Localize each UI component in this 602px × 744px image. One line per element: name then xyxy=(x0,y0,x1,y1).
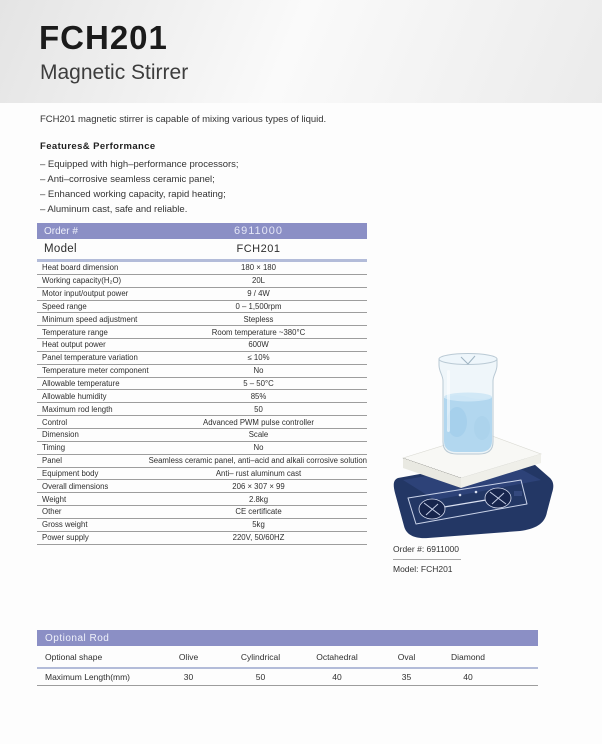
spec-value: 85% xyxy=(250,391,267,401)
table-row xyxy=(37,480,367,493)
table-row xyxy=(37,429,367,442)
spec-label: Other xyxy=(42,507,62,517)
spec-label: Control xyxy=(42,417,68,427)
spec-value: 50 xyxy=(254,404,263,414)
table-row xyxy=(37,403,367,416)
spec-value: 5 – 50°C xyxy=(243,379,274,389)
length-octahedral: 40 xyxy=(332,672,342,682)
spec-value: Stepless xyxy=(243,314,274,324)
spec-value: 20L xyxy=(251,276,265,286)
features-heading: Features& Performance xyxy=(40,141,156,152)
liquid-surface xyxy=(444,393,492,402)
features-list xyxy=(40,157,239,217)
spec-label: Minimum speed adjustment xyxy=(42,314,138,324)
spec-label: Gross weight xyxy=(42,520,88,530)
model-label: Model xyxy=(44,243,77,255)
spec-value: 2.8kg xyxy=(248,494,269,504)
spec-value: 5kg xyxy=(252,520,265,530)
spec-label: Working capacity(H₂O) xyxy=(42,276,122,286)
spec-value: 220V, 50/60HZ xyxy=(232,533,285,543)
spec-value: ≤ 10% xyxy=(247,353,270,363)
table-row xyxy=(37,416,367,429)
spec-rows xyxy=(37,262,367,545)
shape-octahedral: Octahedral xyxy=(316,651,358,662)
spec-label: Temperature range xyxy=(42,327,108,337)
length-cylindrical: 50 xyxy=(255,672,266,682)
model-row xyxy=(37,239,367,262)
feature-item: – Equipped with high–performance processors; xyxy=(40,159,239,170)
table-row xyxy=(37,313,367,326)
feature-item: – Aluminum cast, safe and reliable. xyxy=(40,204,188,215)
glass-highlight xyxy=(447,370,450,432)
spec-value: 206 × 307 × 99 xyxy=(232,481,285,491)
spec-label: Speed range xyxy=(42,301,87,311)
spec-value: CE certificate xyxy=(235,507,282,517)
table-row xyxy=(37,326,367,339)
panel-badge xyxy=(514,491,522,496)
model-value: FCH201 xyxy=(236,243,281,255)
table-row xyxy=(37,352,367,365)
table-row xyxy=(37,365,367,378)
spec-label: Dimension xyxy=(42,430,79,440)
table-row xyxy=(37,262,367,275)
table-row xyxy=(37,339,367,352)
optional-rod-header-row xyxy=(37,646,538,669)
length-diamond: 40 xyxy=(463,672,473,682)
spec-value: Seamless ceramic panel, anti–acid and alkali corrosive solution xyxy=(148,456,367,466)
spec-label: Equipment body xyxy=(42,468,99,478)
feature-item: – Anti–corrosive seamless ceramic panel; xyxy=(40,174,215,185)
spec-value: Scale xyxy=(248,430,269,440)
intro-text: FCH201 magnetic stirrer is capable of mixing various types of liquid. xyxy=(40,114,327,125)
optional-rod-heading: Optional Rod xyxy=(37,630,538,646)
caption-divider xyxy=(393,559,461,560)
optional-rod-values-row xyxy=(37,669,538,686)
spec-value: No xyxy=(253,366,264,376)
table-row xyxy=(37,468,367,481)
feature-item: – Enhanced working capacity, rapid heating; xyxy=(40,189,226,200)
spec-value: Room temperature ~380°C xyxy=(211,327,306,337)
spec-label: Temperature meter component xyxy=(42,366,149,376)
spec-value: 9 / 4W xyxy=(247,289,270,299)
table-row xyxy=(37,455,367,468)
spec-label: Maximum rod length xyxy=(42,404,113,414)
caption-order: Order #: 6911000 xyxy=(393,544,459,554)
spec-value: 600W xyxy=(248,340,269,350)
spec-value: Advanced PWM pulse controller xyxy=(203,417,314,427)
spec-value: No xyxy=(253,443,264,453)
table-row xyxy=(37,390,367,403)
spec-label: Power supply xyxy=(42,533,89,543)
table-row xyxy=(37,519,367,532)
table-row xyxy=(37,275,367,288)
spec-value: 0 – 1,500rpm xyxy=(235,301,282,311)
liquid-shade xyxy=(474,416,490,440)
table-row xyxy=(37,378,367,391)
table-row xyxy=(37,493,367,506)
spec-label: Weight xyxy=(42,494,67,504)
product-photo xyxy=(386,346,564,544)
shape-header: Optional shape xyxy=(45,651,103,662)
table-row xyxy=(37,301,367,314)
spec-label: Timing xyxy=(42,443,66,453)
spec-label: Panel xyxy=(42,456,62,466)
order-value: 6911000 xyxy=(233,225,283,237)
magnetic-stirrer-illustration xyxy=(386,346,564,544)
spec-label: Allowable humidity xyxy=(42,391,107,401)
spec-value: 180 × 180 xyxy=(241,263,276,273)
table-row xyxy=(37,532,367,545)
features-section xyxy=(40,141,239,217)
beaker-rim xyxy=(439,354,497,365)
spec-label: Panel temperature variation xyxy=(42,353,138,363)
spec-label: Allowable temperature xyxy=(42,379,120,389)
spec-label: Motor input/output power xyxy=(42,289,129,299)
caption-model: Model: FCH201 xyxy=(393,564,453,574)
spec-label: Heat output power xyxy=(42,340,106,350)
optional-rod-table xyxy=(37,630,538,686)
spec-table xyxy=(37,223,367,545)
shape-diamond: Diamond xyxy=(450,651,486,662)
spec-label: Overall dimensions xyxy=(42,481,109,491)
spec-label: Heat board dimension xyxy=(42,263,119,273)
panel-dot xyxy=(459,494,462,497)
page-subtitle: Magnetic Stirrer xyxy=(40,61,189,84)
spec-order-bar xyxy=(37,223,367,239)
shape-olive: Olive xyxy=(178,651,199,662)
table-row xyxy=(37,288,367,301)
length-label: Maximum Length(mm) xyxy=(45,672,131,682)
table-row xyxy=(37,506,367,519)
shape-oval: Oval xyxy=(397,651,416,662)
table-row xyxy=(37,442,367,455)
panel-dot xyxy=(475,491,478,494)
length-oval: 35 xyxy=(401,672,412,682)
order-label: Order # xyxy=(44,225,78,237)
length-olive: 30 xyxy=(183,672,194,682)
shape-cylindrical: Cylindrical xyxy=(240,651,281,662)
spec-value: Anti– rust aluminum cast xyxy=(215,468,302,478)
page-title: FCH201 xyxy=(39,19,168,56)
